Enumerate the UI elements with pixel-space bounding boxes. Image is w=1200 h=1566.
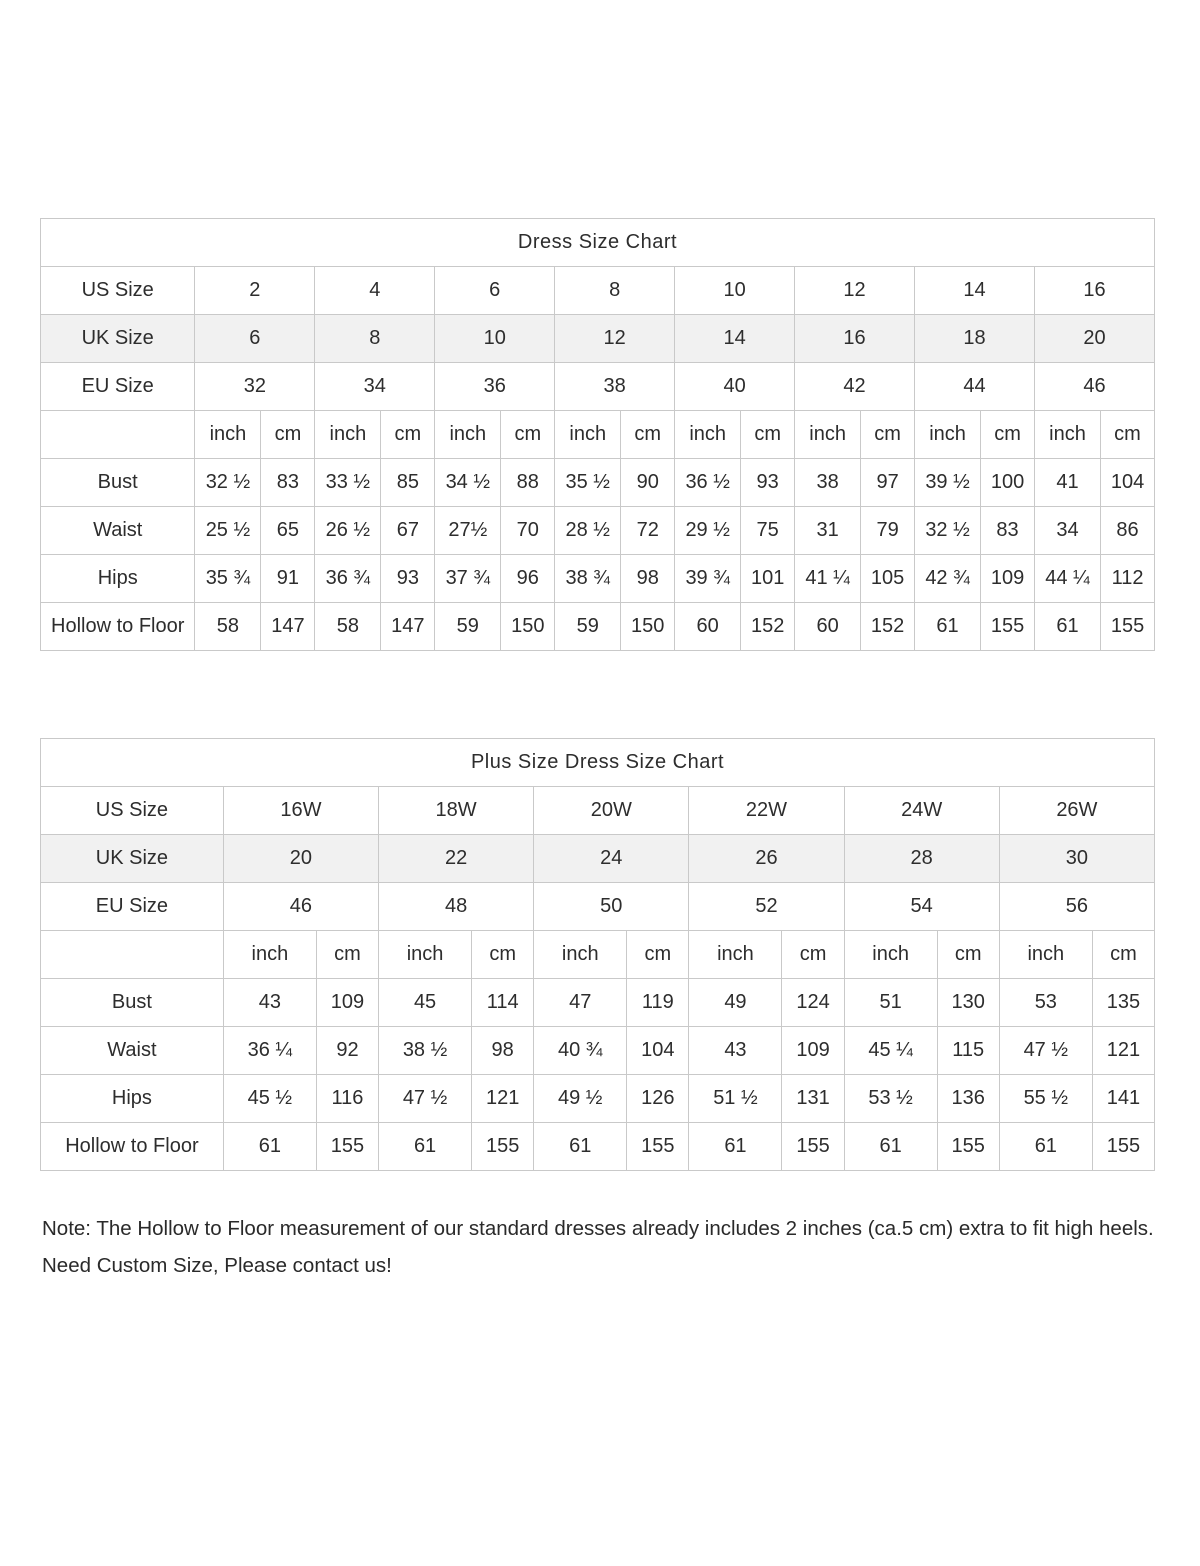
measure-row-waist	[41, 507, 1155, 555]
size-value-cell: 18W	[379, 787, 534, 835]
measure-cm-value: 70	[501, 507, 555, 555]
measure-inch-value: 28 ½	[555, 507, 621, 555]
measure-inch-value: 34 ½	[435, 459, 501, 507]
size-value-cell: 28	[844, 835, 999, 883]
unit-cm-label: cm	[472, 931, 534, 979]
measure-cm-value: 105	[861, 555, 915, 603]
measure-row-waist	[41, 1027, 1155, 1075]
measure-cm-value: 98	[472, 1027, 534, 1075]
unit-inch-label: inch	[844, 931, 937, 979]
row-label-eu-size: EU Size	[41, 883, 224, 931]
measure-inch-value: 61	[1034, 603, 1100, 651]
measure-inch-value: 33 ½	[315, 459, 381, 507]
size-value-cell: 26W	[999, 787, 1154, 835]
measure-cm-value: 67	[381, 507, 435, 555]
measure-cm-value: 72	[621, 507, 675, 555]
measure-cm-value: 155	[472, 1123, 534, 1171]
measure-row-hollow-to-floor	[41, 603, 1155, 651]
table-title: Dress Size Chart	[41, 219, 1155, 267]
measure-cm-value: 109	[782, 1027, 844, 1075]
measure-inch-value: 37 ¾	[435, 555, 501, 603]
measure-inch-value: 32 ½	[195, 459, 261, 507]
size-value-cell: 24W	[844, 787, 999, 835]
size-value-cell: 46	[1034, 363, 1154, 411]
unit-inch-label: inch	[999, 931, 1092, 979]
row-label-waist: Waist	[41, 1027, 224, 1075]
size-value-cell: 14	[675, 315, 795, 363]
unit-cm-label: cm	[316, 931, 378, 979]
unit-header-row	[41, 931, 1155, 979]
size-row-uk-size	[41, 315, 1155, 363]
size-value-cell: 20	[1034, 315, 1154, 363]
unit-inch-label: inch	[689, 931, 782, 979]
unit-inch-label: inch	[195, 411, 261, 459]
measure-inch-value: 61	[534, 1123, 627, 1171]
size-value-cell: 16W	[223, 787, 378, 835]
measure-cm-value: 155	[782, 1123, 844, 1171]
measure-cm-value: 115	[937, 1027, 999, 1075]
measure-inch-value: 58	[195, 603, 261, 651]
measure-inch-value: 61	[844, 1123, 937, 1171]
measure-cm-value: 147	[381, 603, 435, 651]
measure-cm-value: 96	[501, 555, 555, 603]
row-label-us-size: US Size	[41, 787, 224, 835]
size-value-cell: 24	[534, 835, 689, 883]
size-value-cell: 12	[795, 267, 915, 315]
size-value-cell: 40	[675, 363, 795, 411]
measure-cm-value: 152	[741, 603, 795, 651]
measure-cm-value: 83	[981, 507, 1035, 555]
standard-size-table	[40, 218, 1155, 651]
measure-cm-value: 114	[472, 979, 534, 1027]
measure-inch-value: 47 ½	[379, 1075, 472, 1123]
measure-cm-value: 100	[981, 459, 1035, 507]
measure-cm-value: 119	[627, 979, 689, 1027]
measure-cm-value: 91	[261, 555, 315, 603]
size-value-cell: 22	[379, 835, 534, 883]
measure-cm-value: 155	[981, 603, 1035, 651]
measure-inch-value: 40 ¾	[534, 1027, 627, 1075]
measure-inch-value: 32 ½	[915, 507, 981, 555]
row-label-us-size: US Size	[41, 267, 195, 315]
measure-cm-value: 121	[1092, 1027, 1154, 1075]
measure-inch-value: 39 ¾	[675, 555, 741, 603]
size-row-us-size	[41, 267, 1155, 315]
size-value-cell: 42	[795, 363, 915, 411]
unit-row-empty-label	[41, 931, 224, 979]
size-value-cell: 38	[555, 363, 675, 411]
size-value-cell: 26	[689, 835, 844, 883]
measure-cm-value: 155	[1092, 1123, 1154, 1171]
measure-row-bust	[41, 979, 1155, 1027]
note-text	[42, 1210, 1167, 1284]
unit-cm-label: cm	[381, 411, 435, 459]
size-value-cell: 46	[223, 883, 378, 931]
measure-row-bust	[41, 459, 1155, 507]
unit-inch-label: inch	[675, 411, 741, 459]
measure-cm-value: 121	[472, 1075, 534, 1123]
unit-cm-label: cm	[782, 931, 844, 979]
measure-cm-value: 116	[316, 1075, 378, 1123]
size-value-cell: 8	[555, 267, 675, 315]
measure-cm-value: 97	[861, 459, 915, 507]
row-label-uk-size: UK Size	[41, 315, 195, 363]
unit-inch-label: inch	[315, 411, 381, 459]
measure-inch-value: 39 ½	[915, 459, 981, 507]
unit-inch-label: inch	[1034, 411, 1100, 459]
measure-inch-value: 43	[223, 979, 316, 1027]
measure-inch-value: 43	[689, 1027, 782, 1075]
size-value-cell: 22W	[689, 787, 844, 835]
measure-inch-value: 42 ¾	[915, 555, 981, 603]
unit-inch-label: inch	[795, 411, 861, 459]
measure-cm-value: 85	[381, 459, 435, 507]
measure-cm-value: 75	[741, 507, 795, 555]
measure-cm-value: 65	[261, 507, 315, 555]
measure-inch-value: 61	[915, 603, 981, 651]
row-label-bust: Bust	[41, 979, 224, 1027]
row-label-hips: Hips	[41, 1075, 224, 1123]
measure-cm-value: 124	[782, 979, 844, 1027]
measure-cm-value: 104	[1101, 459, 1155, 507]
size-value-cell: 10	[435, 315, 555, 363]
size-value-cell: 36	[435, 363, 555, 411]
measure-cm-value: 92	[316, 1027, 378, 1075]
measure-inch-value: 59	[555, 603, 621, 651]
size-row-us-size	[41, 787, 1155, 835]
measure-cm-value: 131	[782, 1075, 844, 1123]
size-row-eu-size	[41, 363, 1155, 411]
measure-inch-value: 45 ¼	[844, 1027, 937, 1075]
measure-cm-value: 98	[621, 555, 675, 603]
row-label-hollow-to-floor: Hollow to Floor	[41, 1123, 224, 1171]
measure-cm-value: 86	[1101, 507, 1155, 555]
measure-inch-value: 58	[315, 603, 381, 651]
measure-inch-value: 41	[1034, 459, 1100, 507]
measure-cm-value: 109	[981, 555, 1035, 603]
measure-inch-value: 36 ¾	[315, 555, 381, 603]
measure-row-hips	[41, 1075, 1155, 1123]
measure-cm-value: 90	[621, 459, 675, 507]
note-line-custom-size: Need Custom Size, Please contact us!	[42, 1254, 392, 1277]
unit-inch-label: inch	[223, 931, 316, 979]
unit-inch-label: inch	[435, 411, 501, 459]
measure-inch-value: 31	[795, 507, 861, 555]
unit-cm-label: cm	[261, 411, 315, 459]
measure-inch-value: 49	[689, 979, 782, 1027]
table-title: Plus Size Dress Size Chart	[41, 739, 1155, 787]
measure-inch-value: 51 ½	[689, 1075, 782, 1123]
size-value-cell: 50	[534, 883, 689, 931]
unit-row-empty-label	[41, 411, 195, 459]
unit-cm-label: cm	[937, 931, 999, 979]
size-value-cell: 14	[915, 267, 1035, 315]
unit-cm-label: cm	[621, 411, 675, 459]
unit-cm-label: cm	[861, 411, 915, 459]
measure-cm-value: 83	[261, 459, 315, 507]
measure-inch-value: 61	[379, 1123, 472, 1171]
unit-inch-label: inch	[534, 931, 627, 979]
measure-inch-value: 47 ½	[999, 1027, 1092, 1075]
size-value-cell: 56	[999, 883, 1154, 931]
size-value-cell: 8	[315, 315, 435, 363]
measure-inch-value: 26 ½	[315, 507, 381, 555]
measure-cm-value: 93	[381, 555, 435, 603]
size-value-cell: 54	[844, 883, 999, 931]
row-label-waist: Waist	[41, 507, 195, 555]
measure-inch-value: 60	[795, 603, 861, 651]
measure-inch-value: 59	[435, 603, 501, 651]
unit-cm-label: cm	[741, 411, 795, 459]
unit-inch-label: inch	[915, 411, 981, 459]
measure-cm-value: 126	[627, 1075, 689, 1123]
unit-inch-label: inch	[379, 931, 472, 979]
plus-size-dress-size-chart-title-row	[41, 739, 1155, 787]
size-value-cell: 20W	[534, 787, 689, 835]
size-value-cell: 6	[435, 267, 555, 315]
measure-cm-value: 109	[316, 979, 378, 1027]
measure-inch-value: 61	[223, 1123, 316, 1171]
unit-cm-label: cm	[501, 411, 555, 459]
measure-inch-value: 61	[689, 1123, 782, 1171]
row-label-uk-size: UK Size	[41, 835, 224, 883]
size-value-cell: 48	[379, 883, 534, 931]
measure-cm-value: 112	[1101, 555, 1155, 603]
size-value-cell: 32	[195, 363, 315, 411]
measure-cm-value: 104	[627, 1027, 689, 1075]
measure-cm-value: 141	[1092, 1075, 1154, 1123]
size-row-eu-size	[41, 883, 1155, 931]
size-value-cell: 18	[915, 315, 1035, 363]
measure-cm-value: 155	[316, 1123, 378, 1171]
row-label-bust: Bust	[41, 459, 195, 507]
measure-cm-value: 150	[621, 603, 675, 651]
size-value-cell: 16	[1034, 267, 1154, 315]
measure-inch-value: 47	[534, 979, 627, 1027]
size-value-cell: 30	[999, 835, 1154, 883]
measure-cm-value: 130	[937, 979, 999, 1027]
measure-cm-value: 155	[627, 1123, 689, 1171]
measure-cm-value: 155	[937, 1123, 999, 1171]
measure-cm-value: 101	[741, 555, 795, 603]
unit-cm-label: cm	[981, 411, 1035, 459]
measure-cm-value: 150	[501, 603, 555, 651]
measure-cm-value: 79	[861, 507, 915, 555]
dress-size-chart-title-row	[41, 219, 1155, 267]
measure-inch-value: 41 ¼	[795, 555, 861, 603]
size-value-cell: 44	[915, 363, 1035, 411]
measure-row-hollow-to-floor	[41, 1123, 1155, 1171]
measure-cm-value: 88	[501, 459, 555, 507]
measure-inch-value: 27½	[435, 507, 501, 555]
measure-inch-value: 49 ½	[534, 1075, 627, 1123]
measure-cm-value: 136	[937, 1075, 999, 1123]
unit-cm-label: cm	[1101, 411, 1155, 459]
measure-cm-value: 152	[861, 603, 915, 651]
row-label-hollow-to-floor: Hollow to Floor	[41, 603, 195, 651]
unit-inch-label: inch	[555, 411, 621, 459]
row-label-eu-size: EU Size	[41, 363, 195, 411]
measure-inch-value: 60	[675, 603, 741, 651]
measure-inch-value: 61	[999, 1123, 1092, 1171]
measure-inch-value: 34	[1034, 507, 1100, 555]
measure-inch-value: 45	[379, 979, 472, 1027]
size-value-cell: 4	[315, 267, 435, 315]
unit-header-row	[41, 411, 1155, 459]
note-line-measurement: Note: The Hollow to Floor measurement of our standard dresses already includes 2 inches (ca.5 cm) extra to fit high heels.	[42, 1217, 1154, 1240]
size-value-cell: 2	[195, 267, 315, 315]
size-row-uk-size	[41, 835, 1155, 883]
measure-inch-value: 55 ½	[999, 1075, 1092, 1123]
measure-inch-value: 53 ½	[844, 1075, 937, 1123]
size-value-cell: 20	[223, 835, 378, 883]
plus-size-table	[40, 738, 1155, 1171]
unit-cm-label: cm	[627, 931, 689, 979]
measure-cm-value: 93	[741, 459, 795, 507]
measure-inch-value: 35 ¾	[195, 555, 261, 603]
measure-inch-value: 36 ¼	[223, 1027, 316, 1075]
measure-inch-value: 45 ½	[223, 1075, 316, 1123]
measure-inch-value: 38	[795, 459, 861, 507]
measure-inch-value: 36 ½	[675, 459, 741, 507]
size-value-cell: 6	[195, 315, 315, 363]
measure-inch-value: 51	[844, 979, 937, 1027]
size-value-cell: 52	[689, 883, 844, 931]
measure-cm-value: 135	[1092, 979, 1154, 1027]
measure-cm-value: 155	[1101, 603, 1155, 651]
size-value-cell: 16	[795, 315, 915, 363]
measure-inch-value: 35 ½	[555, 459, 621, 507]
size-value-cell: 12	[555, 315, 675, 363]
measure-inch-value: 38 ¾	[555, 555, 621, 603]
measure-inch-value: 29 ½	[675, 507, 741, 555]
measure-inch-value: 25 ½	[195, 507, 261, 555]
measure-cm-value: 147	[261, 603, 315, 651]
row-label-hips: Hips	[41, 555, 195, 603]
unit-cm-label: cm	[1092, 931, 1154, 979]
size-value-cell: 10	[675, 267, 795, 315]
measure-inch-value: 44 ¼	[1034, 555, 1100, 603]
measure-inch-value: 53	[999, 979, 1092, 1027]
size-value-cell: 34	[315, 363, 435, 411]
measure-row-hips	[41, 555, 1155, 603]
measure-inch-value: 38 ½	[379, 1027, 472, 1075]
